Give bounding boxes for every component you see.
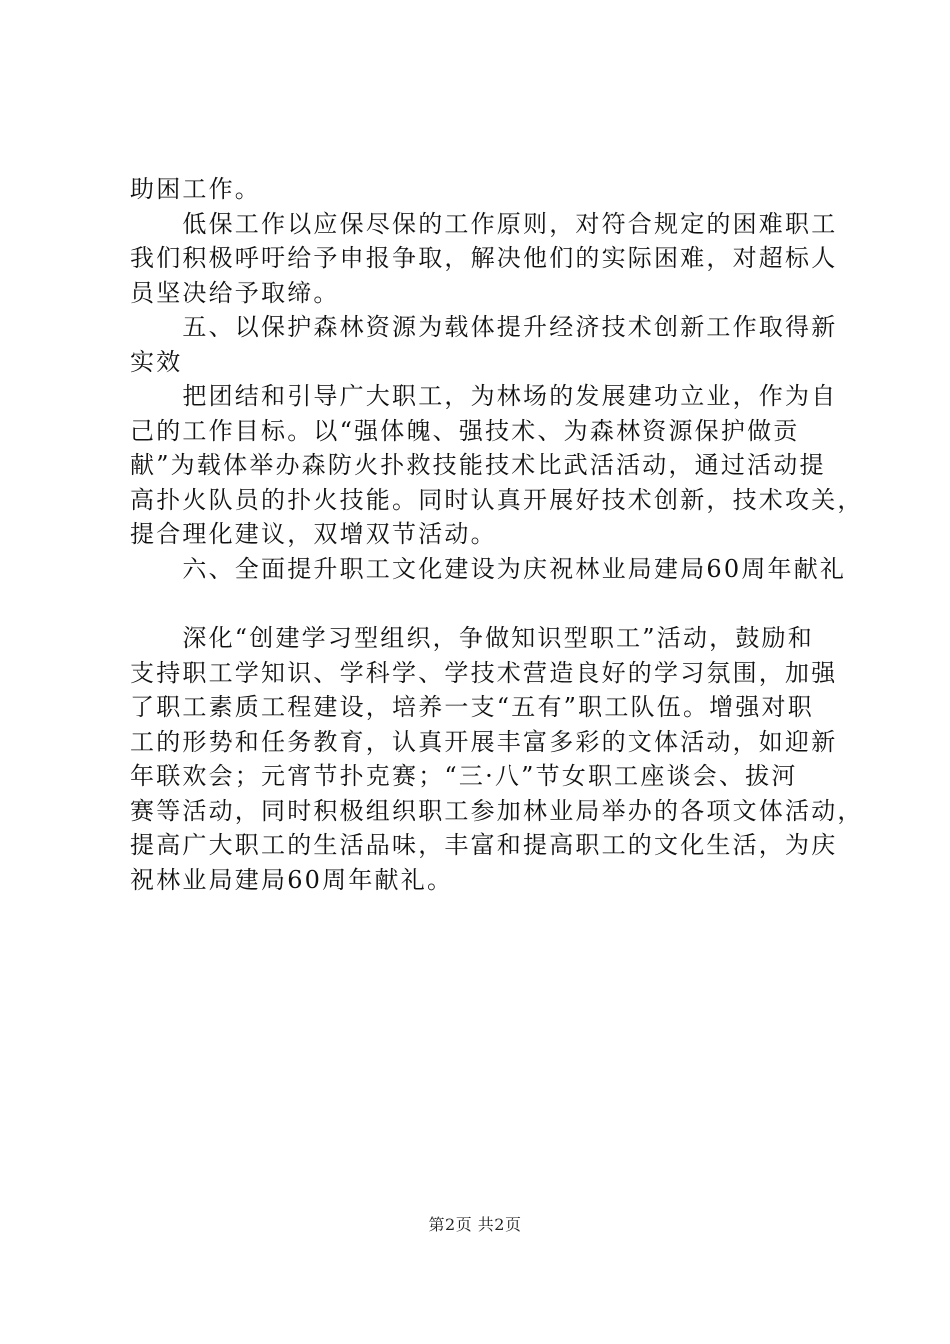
text-line: 献”为载体举办森防火扑救技能技术比武活活动，通过活动提 bbox=[130, 451, 826, 479]
text-line: 高扑火队员的扑火技能。同时认真开展好技术创新，技术攻关， bbox=[130, 485, 864, 514]
text-line: 祝林业局建局60周年献礼。 bbox=[130, 865, 454, 894]
text-line: 我们积极呼吁给予申报争取，解决他们的实际困难，对超标人 bbox=[130, 244, 838, 272]
text-line: 员坚决给予取缔。 bbox=[130, 278, 340, 307]
text-line: 支持职工学知识、学科学、学技术营造良好的学习氛围，加强 bbox=[130, 658, 838, 687]
text-line: 低保工作以应保尽保的工作原则，对符合规定的困难职工 bbox=[130, 209, 838, 238]
text-line: 己的工作目标。以“强体魄、强技术、为森林资源保护做贡 bbox=[130, 416, 800, 445]
paragraph-group-2 bbox=[130, 621, 864, 897]
text-line: 提合理化建议，双增双节活动。 bbox=[130, 520, 497, 548]
text-line: 提高广大职工的生活品味，丰富和提高职工的文化生活，为庆 bbox=[130, 831, 838, 859]
section-heading-line: 六、全面提升职工文化建设为庆祝林业局建局60周年献礼 bbox=[130, 554, 847, 583]
text-line: 工的形势和任务教育，认真开展丰富多彩的文体活动，如迎新 bbox=[130, 727, 838, 756]
section-heading-line: 实效 bbox=[130, 347, 183, 376]
page-number-footer: 第2页 共2页 bbox=[428, 1215, 522, 1234]
paragraph-group-1 bbox=[130, 172, 864, 586]
section-heading-line: 五、以保护森林资源为载体提升经济技术创新工作取得新 bbox=[130, 313, 838, 341]
text-line: 深化“创建学习型组织，争做知识型职工”活动，鼓励和 bbox=[130, 624, 814, 652]
text-line: 了职工素质工程建设，培养一支“五有”职工队伍。增强对职 bbox=[130, 693, 814, 721]
paragraph-spacer bbox=[130, 586, 830, 621]
text-line: 把团结和引导广大职工，为林场的发展建功立业，作为自 bbox=[130, 382, 838, 410]
text-line: 年联欢会；元宵节扑克赛；“三·八”节女职工座谈会、拔河 bbox=[130, 762, 798, 790]
text-line: 助困工作。 bbox=[130, 175, 261, 203]
document-body bbox=[130, 172, 864, 897]
text-line: 赛等活动，同时积极组织职工参加林业局举办的各项文体活动， bbox=[130, 796, 864, 825]
